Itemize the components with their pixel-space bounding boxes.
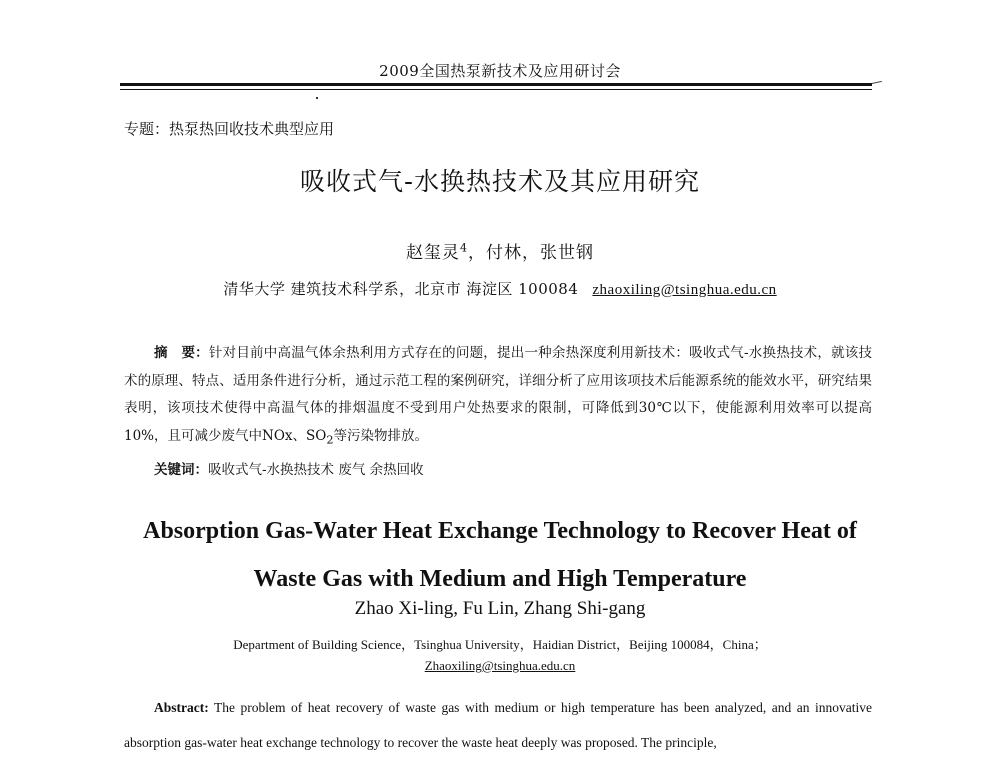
header-rule-tail <box>872 81 882 84</box>
english-authors: Zhao Xi-ling, Fu Lin, Zhang Shi-gang <box>354 598 646 619</box>
chinese-abstract <box>124 340 872 454</box>
keywords-label: 关键词： <box>154 462 208 478</box>
topic-label: 专题：热泵热回收技术典型应用 <box>124 120 335 138</box>
header-rule <box>120 83 872 86</box>
chinese-email-link[interactable]: zhaoxiling@tsinghua.edu.cn <box>592 282 777 298</box>
running-header: 2009全国热泵新技术及应用研讨会 <box>379 62 621 80</box>
english-title-line-1: Absorption Gas-Water Heat Exchange Technology to Recover Heat of <box>143 518 857 544</box>
english-abstract-body: The problem of heat recovery of waste gas with medium or high temperature has been analyzed, and an innovative absorption gas-water heat exchange technology to recover the waste heat deeply was proposed. The principle, <box>124 700 872 750</box>
chinese-authors <box>0 238 1000 263</box>
chinese-affiliation <box>0 278 1000 299</box>
keywords-text: 吸收式气-水换热技术 废气 余热回收 <box>208 462 424 478</box>
header-rule-thin <box>120 89 872 90</box>
abstract-label: 摘 要： <box>154 345 209 361</box>
english-abstract <box>124 690 872 760</box>
chinese-title: 吸收式气-水换热技术及其应用研究 <box>299 167 701 196</box>
english-email-link[interactable]: Zhaoxiling@tsinghua.edu.cn <box>424 658 576 673</box>
english-title <box>0 507 1000 603</box>
english-abstract-label: Abstract: <box>154 700 209 715</box>
english-affiliation <box>0 634 1000 676</box>
author-name: 赵玺灵 <box>406 243 460 263</box>
author-footnote-mark: 4 <box>460 241 468 255</box>
english-affiliation-text: Department of Building Science，Tsinghua University，Haidian District，Beijing 100084，China； <box>233 637 767 652</box>
chinese-keywords <box>154 458 424 478</box>
english-title-line-2: Waste Gas with Medium and High Temperature <box>253 566 747 592</box>
abstract-subscript: 2 <box>326 433 334 447</box>
affiliation-text: 清华大学 建筑技术科学系，北京市 海淀区 100084 <box>223 280 579 298</box>
scan-speck <box>316 97 318 99</box>
abstract-body-end: 等污染物排放。 <box>333 427 428 444</box>
co-authors: ，付林，张世钢 <box>468 243 594 263</box>
abstract-body: 针对目前中高温气体余热利用方式存在的问题，提出一种余热深度利用新技术：吸收式气-水换热技术，就该技术的原理、特点、适用条件进行分析，通过示范工程的案例研究，详细分析了应用该项技术后能源系统的能效水平，研究结果表明，该项技术使得中高温气体的排烟温度不受到用户处热要求的限制，可降低到30℃以下，使能源利用效率可以提高10%，且可减少废气中NOx、SO <box>124 345 873 444</box>
